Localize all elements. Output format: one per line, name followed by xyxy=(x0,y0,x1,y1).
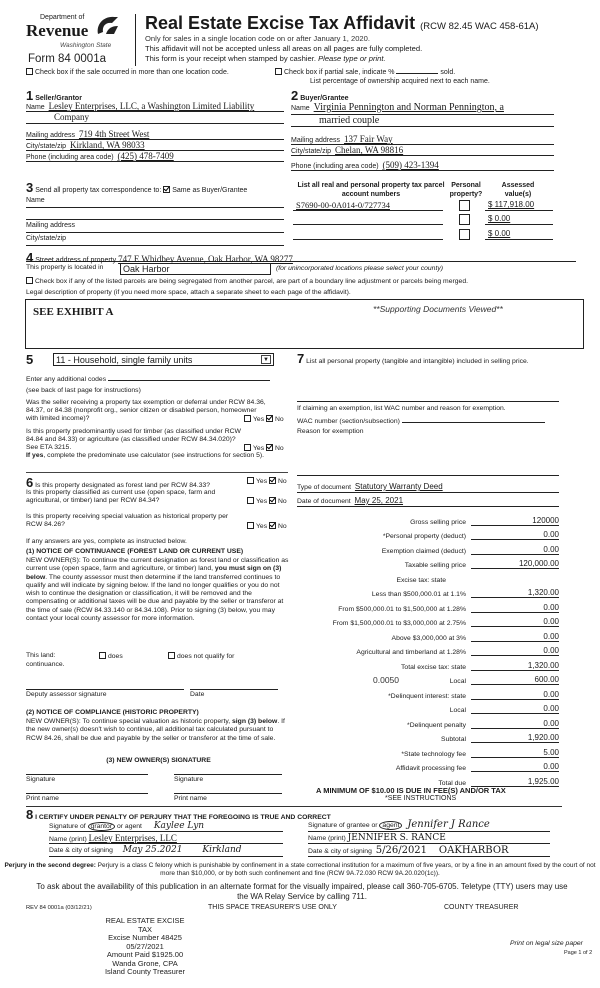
owner-signature-line-1[interactable]: Signature xyxy=(26,774,148,783)
buyer-mailing-field[interactable]: Mailing address 137 Fair Way xyxy=(291,134,554,145)
section6-instructions: If any answers are yes, complete as instructed below. xyxy=(26,538,187,545)
partial-sale-percent-field[interactable] xyxy=(396,73,438,74)
section5-number: 5 xyxy=(26,352,34,367)
buyer-name-value: Virginia Pennington and Norman Pennington, a xyxy=(313,102,504,113)
location-note: (for unincorporated locations please select your county) xyxy=(276,265,443,272)
grantor-date-city-field[interactable]: Date & city of signing May 25.2021 Kirkland xyxy=(49,845,283,857)
doc-type-field[interactable]: Type of document Statutory Warranty Deed xyxy=(297,482,559,493)
wac-number-row: WAC number (section/subsection) xyxy=(297,418,545,425)
seller-heading: 1 Seller/Grantor xyxy=(26,88,82,103)
exemption-no-checkbox[interactable] xyxy=(266,415,273,422)
treasurer-use-label: THIS SPACE TREASURER'S USE ONLY xyxy=(208,904,337,911)
tax-row-agricultural: Agricultural and timberland at 1.28% 0.00 xyxy=(356,646,559,656)
land-does-checkbox[interactable] xyxy=(99,652,106,659)
correspondence-name-field[interactable]: Name xyxy=(26,197,284,208)
assessed-value-field-1[interactable]: $ 117,918.00 xyxy=(485,200,553,211)
title-rcw-ref: (RCW 82.45 WAC 458-61A) xyxy=(420,21,539,32)
personal-property-col-header: Personal property? xyxy=(449,182,483,198)
grantee-name-field[interactable]: Name (print) JENNIFER S. RANCE xyxy=(308,833,550,844)
dor-logo xyxy=(26,12,126,58)
parcel-number-field-2[interactable] xyxy=(293,214,443,225)
tax-row-total-state: Total excise tax: state 1,320.00 xyxy=(401,660,559,671)
tax-row-delinquent-state: *Delinquent interest: state 0.00 xyxy=(388,689,559,700)
exemption-claim-label: If claiming an exemption, list WAC number and reason for exemption. xyxy=(297,405,506,412)
grantee-signature-field[interactable]: Signature of grantee or agent Jennifer J Rance xyxy=(308,819,550,832)
revision-label: REV 84 0001a (03/12/21) xyxy=(26,905,92,911)
logo-state-text: Washington State xyxy=(60,42,112,49)
additional-codes-row: Enter any additional codes xyxy=(26,376,270,383)
certify-statement: 8 I CERTIFY UNDER PENALTY OF PERJURY THAT THE FOREGOING IS TRUE AND CORRECT xyxy=(26,807,331,822)
total-due-field[interactable]: 1,925.00 xyxy=(471,777,559,787)
treasurer-stamp: REAL ESTATE EXCISE TAX Excise Number 48425 05/27/2021 Amount Paid $1925.00 Wanda Grone, CPA Island County Treasurer xyxy=(104,916,186,976)
historic-question: Is this property receiving special valuation as historical property per RCW 84.26? xyxy=(26,513,229,528)
timber-no-checkbox[interactable] xyxy=(266,444,273,451)
deputy-date-line[interactable]: Date xyxy=(190,689,278,698)
local-rate: 0.0050 xyxy=(373,675,399,685)
personal-property-checkbox-2[interactable] xyxy=(459,214,470,225)
supporting-docs-stamp: **Supporting Documents Viewed** xyxy=(373,304,503,314)
deputy-signature-line[interactable]: Deputy assessor signature xyxy=(26,689,184,698)
gross-price-field[interactable]: 120000 xyxy=(471,516,559,526)
logo-big-text: Revenue xyxy=(26,21,89,40)
page-number: Page 1 of 2 xyxy=(564,950,593,956)
exemption-yes-no: Yes No xyxy=(244,415,284,423)
historic-yes-no: Yes No xyxy=(247,522,287,530)
seller-mailing-field[interactable]: Mailing address 719 4th Street West xyxy=(26,129,284,140)
timber-question: Is this property predominantly used for timber (as classified under RCW 84.84 and 84.33) or agriculture (as classified under RCW 84.34.020)? See ETA 3215. xyxy=(26,428,241,451)
segregated-checkbox-row[interactable]: Check box if any of the listed parcels are being segregated from another parcel, are part of a boundary line adjustment or parcels being merged. xyxy=(26,277,468,285)
grantee-signature: Jennifer J Rance xyxy=(407,819,490,830)
buyer-city-field[interactable]: City/state/zip Chelan, WA 98816 xyxy=(291,145,554,156)
personal-property-list-field[interactable] xyxy=(297,401,559,402)
tax-row-processing-fee: Affidavit processing fee 0.00 xyxy=(395,762,559,772)
timber-yes-checkbox[interactable] xyxy=(244,444,251,451)
legal-description-box[interactable] xyxy=(25,299,584,349)
additional-codes-field[interactable] xyxy=(108,380,270,381)
timber-yes-no: Yes No xyxy=(244,444,284,452)
notice-continuance-text: NEW OWNER(S): To continue the current designation as forest land or classification as current use (open space, farm and agriculture, or timber) land, you must sign on (3) below. The county assessor must then determine if the land transferred continues to qualify and will indicate by signing below. If the land no longer qualifies or you do not wish to continue the designation or classification, it will be removed and the compensating or additional taxes will be due and payable by the seller or transferor at the time of sale (RCW 84.33.140 or 84.34.108). Prior to signing (3) below, you may contact your local county assessor for more information. xyxy=(26,557,289,623)
section5-divider xyxy=(26,472,288,473)
owner-print-name-line-1[interactable]: Print name xyxy=(26,793,148,802)
assessed-value-field-3[interactable]: $ 0.00 xyxy=(485,229,553,240)
current-use-no-checkbox[interactable] xyxy=(269,497,276,504)
logo-small-text: Department of xyxy=(40,14,85,21)
seller-city-field[interactable]: City/state/zip Kirkland, WA 98033 xyxy=(26,140,284,151)
header-line-1: Only for sales in a single location code on or after January 1, 2020. xyxy=(145,34,370,43)
print-legal-note: Print on legal size paper xyxy=(510,940,583,947)
buyer-name-field[interactable]: Name Virginia Pennington and Norman Pennington, a xyxy=(291,102,554,115)
continuance-label: continuance. xyxy=(26,661,65,668)
tax-row-bracket-3: From $1,500,000.01 to $3,000,000 at 2.75% 0.00 xyxy=(332,617,559,627)
additional-codes-note: (see back of last page for instructions) xyxy=(26,387,141,394)
multi-location-checkbox[interactable] xyxy=(26,68,33,75)
county-treasurer-label: COUNTY TREASURER xyxy=(444,904,519,911)
location-select[interactable]: Oak Harbor xyxy=(120,263,271,275)
tax-row-total-due: Total due 1,925.00 xyxy=(438,776,559,787)
same-as-buyer-checkbox[interactable] xyxy=(163,186,170,193)
timber-if-yes-note: If yes, complete the predominate use calculator (see instructions for section 5). xyxy=(26,452,265,459)
header-divider xyxy=(135,14,136,66)
header-line-3: This form is your receipt when stamped by cashier. Please type or print. xyxy=(145,54,386,63)
doc-date-field[interactable]: Date of document May 25, 2021 xyxy=(297,496,559,507)
partial-sale-row[interactable]: Check box if partial sale, indicate % sold. xyxy=(275,68,455,76)
assessed-value-field-2[interactable]: $ 0.00 xyxy=(485,214,553,225)
logo-swirl-icon xyxy=(94,14,120,38)
new-owner-signature-title: (3) NEW OWNER(S) SIGNATURE xyxy=(106,757,211,764)
tax-row-delinquent-local: Local 0.00 xyxy=(449,704,559,714)
seller-name-field[interactable]: Name Lesley Enterprises, LLC, a Washington Limited Liability xyxy=(26,101,284,112)
parcel-number-field-1[interactable]: S7690-00-0A014-0/727734 xyxy=(293,200,443,211)
forest-yes-no: Yes No xyxy=(247,477,287,485)
tax-row-bracket-4: Above $3,000,000 at 3% 0.00 xyxy=(391,631,559,642)
owner-print-name-line-2[interactable]: Print name xyxy=(174,793,282,802)
buyer-heading: 2 Buyer/Grantee xyxy=(291,88,349,103)
seller-name-field-2[interactable]: Company xyxy=(26,112,284,124)
forest-yes-checkbox[interactable] xyxy=(247,477,254,484)
grantor-signature: Kaylee Lyn xyxy=(153,821,205,831)
current-use-yes-checkbox[interactable] xyxy=(247,497,254,504)
grantor-signature-field[interactable]: Signature of grantor or agent Kaylee Lyn xyxy=(49,821,283,832)
wac-number-field[interactable] xyxy=(402,422,545,423)
alt-format-notice: To ask about the availability of this publication in an alternate format for the visually impaired, please call 360-705-6705. Teletype (TTY) users may use the WA Relay Service by calling 711. xyxy=(36,882,568,901)
grantor-name-field[interactable]: Name (print) Lesley Enterprises, LLC xyxy=(49,833,283,844)
tax-row-local: 0.0050 Local 600.00 xyxy=(294,671,559,686)
form-number: Form 84 0001a xyxy=(28,53,106,65)
perjury-notice: Perjury in the second degree: Perjury is a class C felony which is punishable by confinement in a state correctional institution for a maximum of five years, or by a fine in an amount fixed by the court of not more than $10,000, or by both such confinement and fine (RCW 9A.72.030 RCW 9A.20.020(1c)). xyxy=(4,862,596,877)
tax-row-taxable: Taxable selling price 120,000.00 xyxy=(404,559,559,569)
taxable-price-field[interactable]: 120,000.00 xyxy=(471,559,559,569)
forest-question: 6 Is this property designated as forest land per RCW 84.33? xyxy=(26,475,211,490)
personal-property-list-label: 7 List all personal property (tangible and intangible) included in selling price. xyxy=(297,351,529,366)
tax-row-state-heading: Excise tax: state xyxy=(396,576,446,584)
personal-deduct-field[interactable]: 0.00 xyxy=(471,530,559,540)
tax-row-gross: Gross selling price 120000 xyxy=(410,515,559,526)
exemption-reason-label: Reason for exemption xyxy=(297,428,364,435)
tax-row-tech-fee: *State technology fee 5.00 xyxy=(401,747,559,758)
property-located-row: This property is located in xyxy=(26,264,104,271)
exemption-reason-field[interactable] xyxy=(297,475,559,476)
owner-signature-line-2[interactable]: Signature xyxy=(174,774,282,783)
multi-location-checkbox-row[interactable]: Check box if the sale occurred in more than one location code. xyxy=(26,68,229,76)
notice-continuance-title: (1) NOTICE OF CONTINUANCE (FOREST LAND OR CURRENT USE) xyxy=(26,548,244,555)
parcel-number-field-3[interactable] xyxy=(293,229,443,240)
land-qualify-row: This land: does does not qualify for xyxy=(26,652,235,660)
ownership-note: List percentage of ownership acquired next to each name. xyxy=(310,78,490,85)
buyer-name-field-2[interactable]: married couple xyxy=(291,115,554,127)
forest-no-checkbox[interactable] xyxy=(269,477,276,484)
page-title: Real Estate Excise Tax Affidavit xyxy=(145,13,416,33)
exemption-deduct-field[interactable]: 0.00 xyxy=(471,545,559,555)
notice-compliance-text: NEW OWNER(S): To continue special valuation as historic property, sign (3) below. If the new owner(s) doesn't wish to continue, all additional tax calculated pursuant to RCW 84.26, shall be due and payable by the seller or transferor at the time of sale. xyxy=(26,718,285,742)
personal-property-checkbox-3[interactable] xyxy=(459,229,470,240)
partial-sale-checkbox[interactable] xyxy=(275,68,282,75)
tax-row-exemption: Exemption claimed (deduct) 0.00 xyxy=(381,544,559,555)
page-title-row xyxy=(145,13,539,34)
legal-description-text: SEE EXHIBIT A xyxy=(33,306,114,318)
historic-no-checkbox[interactable] xyxy=(269,522,276,529)
tax-row-bracket-2: From $500,000.01 to $1,500,000 at 1.28% 0.00 xyxy=(338,602,559,613)
current-use-yes-no: Yes No xyxy=(247,497,287,505)
buyer-phone-field[interactable]: Phone (including area code) (509) 423-1394 xyxy=(291,160,554,171)
historic-yes-checkbox[interactable] xyxy=(247,522,254,529)
grantee-date-city-field[interactable]: Date & city of signing 5/26/2021 OAKHARBOR xyxy=(308,845,550,857)
legal-description-label: Legal description of property (if you need more space, attach a separate sheet to each page of the affidavit). xyxy=(26,289,351,296)
correspondence-heading: 3 Send all property tax correspondence to: Same as Buyer/Grantee xyxy=(26,180,248,195)
correspondence-name-field-2[interactable] xyxy=(26,209,284,220)
tax-row-personal: *Personal property (deduct) 0.00 xyxy=(382,530,559,540)
tax-calculation-table xyxy=(294,511,559,787)
personal-property-checkbox-1[interactable] xyxy=(459,200,470,211)
tax-row-bracket-1: Less than $500,000.01 at 1.1% 1,320.00 xyxy=(371,588,559,598)
tax-row-subtotal: Subtotal 1,920.00 xyxy=(441,733,559,743)
property-street-field[interactable]: 4 Street address of property 747 E Whidbey Avenue, Oak Harbor, WA 98277 xyxy=(26,250,576,262)
see-instructions-note: *SEE INSTRUCTIONS xyxy=(385,795,457,802)
land-use-select[interactable]: 11 - Household, single family units ▼ xyxy=(53,353,274,366)
segregated-checkbox[interactable] xyxy=(26,277,33,284)
exemption-yes-checkbox[interactable] xyxy=(244,415,251,422)
seller-name-value: Lesley Enterprises, LLC, a Washington Limited Liability xyxy=(48,101,255,111)
parcel-col-header: List all real and personal property tax parcel account numbers xyxy=(297,182,445,198)
exemption-question: Was the seller receiving a property tax exemption or deferral under RCW 84.36, 84.37, or 84.38 (nonprofit org., senior citizen or disabled person, homeowner with limited income)? xyxy=(26,399,266,422)
current-use-question: Is this property classified as current use (open space, farm and agricultural, or timber) land per RCW 84.34? xyxy=(26,489,216,504)
minimum-due-notice: A MINIMUM OF $10.00 IS DUE IN FEE(S) AND/OR TAX xyxy=(316,786,506,795)
correspondence-mailing-field[interactable]: Mailing address xyxy=(26,222,284,233)
seller-phone-field[interactable]: Phone (including area code) (425) 478-7409 xyxy=(26,151,284,162)
dropdown-arrow-icon[interactable]: ▼ xyxy=(261,355,271,364)
tax-row-delinquent-penalty: *Delinquent penalty 0.00 xyxy=(407,718,559,729)
correspondence-city-field[interactable]: City/state/zip xyxy=(26,235,284,246)
notice-compliance-title: (2) NOTICE OF COMPLIANCE (HISTORIC PROPERTY) xyxy=(26,709,199,716)
land-does-not-checkbox[interactable] xyxy=(168,652,175,659)
assessed-value-col-header: Assessed value(s) xyxy=(501,182,535,198)
header-line-2: This affidavit will not be accepted unless all areas on all pages are fully completed. xyxy=(145,44,423,53)
